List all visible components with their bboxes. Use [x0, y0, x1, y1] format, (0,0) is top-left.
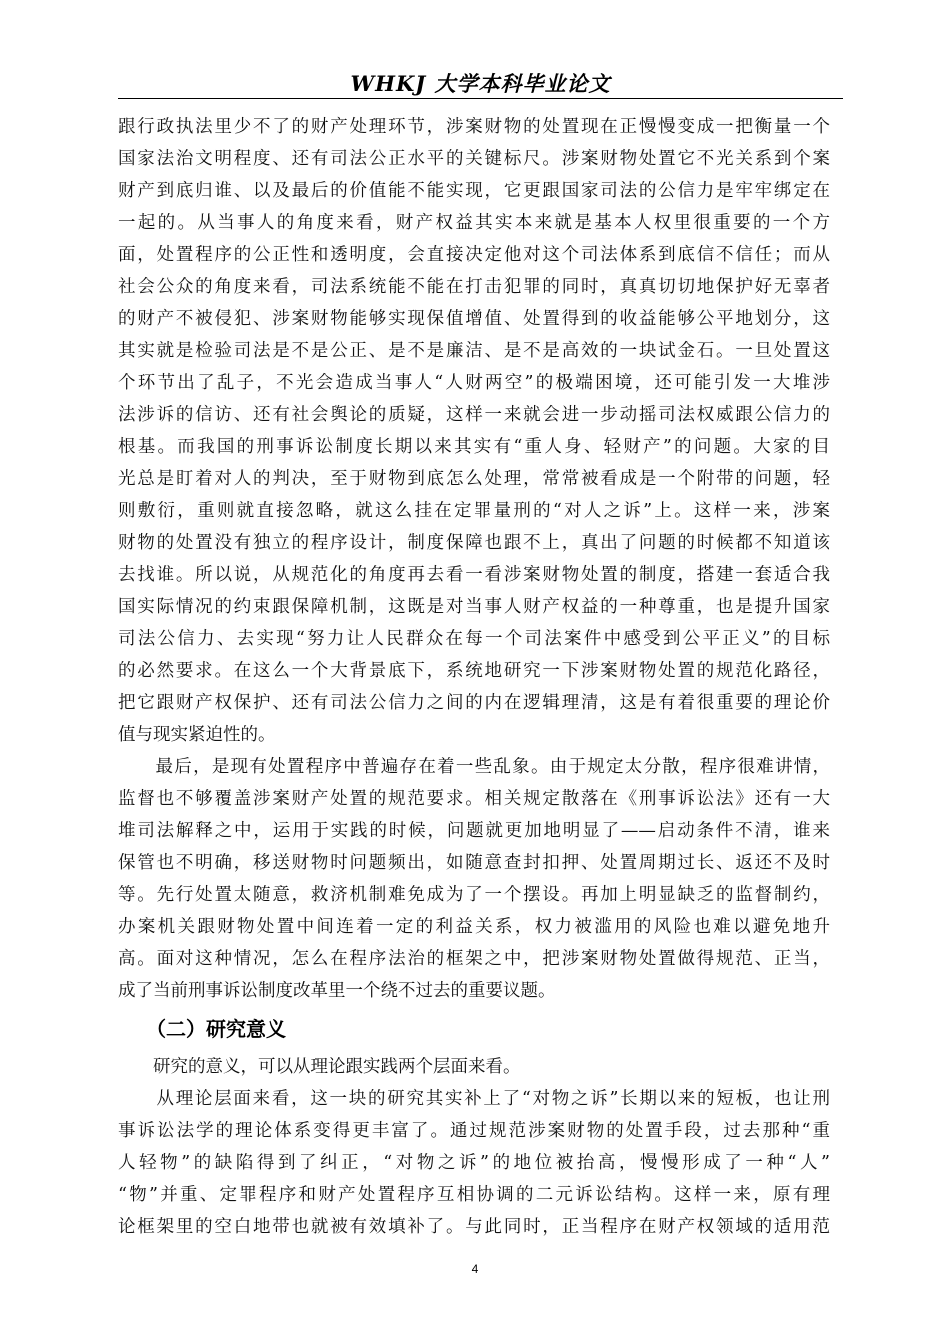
text-line: 研究的意义，可以从理论跟实践两个层面来看。 — [118, 1057, 521, 1077]
text-line: 社会公众的角度来看，司法系统能不能在打击犯罪的同时，真真切切地保护好无辜者 — [118, 277, 830, 297]
text-line: 把它跟财产权保护、还有司法公信力之间的内在逻辑理清，这是有着很重要的理论价 — [118, 693, 830, 713]
text-line: “物”并重、定罪程序和财产处置程序互相协调的二元诉讼结构。这样一来，原有理 — [118, 1185, 830, 1205]
text-line: 其实就是检验司法是不是公正、是不是廉洁、是不是高效的一块试金石。一旦处置这 — [118, 341, 830, 361]
text-line: 去找谁。所以说，从规范化的角度再去看一看涉案财物处置的制度，搭建一套适合我 — [118, 565, 830, 585]
text-line: 的必然要求。在这么一个大背景底下，系统地研究一下涉案财物处置的规范化路径， — [118, 661, 830, 681]
text-line: 事诉讼法学的理论体系变得更丰富了。通过规范涉案财物的处置手段，过去那种“重 — [118, 1121, 830, 1141]
header-divider — [118, 98, 843, 99]
paragraph-significance — [118, 1051, 830, 1243]
text-line: 高。面对这种情况，怎么在程序法治的框架之中，把涉案财物处置做得规范、正当， — [118, 949, 830, 969]
text-line: 财产到底归谁、以及最后的价值能不能实现，它更跟国家司法的公信力是牢牢绑定在 — [118, 181, 830, 201]
text-line: 值与现实紧迫性的。 — [118, 725, 276, 745]
paragraph-issues — [118, 751, 830, 1007]
text-line: 跟行政执法里少不了的财产处理环节，涉案财物的处置现在正慢慢变成一把衡量一个 — [118, 117, 830, 137]
text-line: 则敷衍，重则就直接忽略，就这么挂在定罪量刑的“对人之诉”上。这样一来，涉案 — [118, 501, 830, 521]
text-line: 堆司法解释之中，运用于实践的时候，问题就更加地明显了——启动条件不清，谁来 — [118, 821, 830, 841]
text-line: 光总是盯着对人的判决，至于财物到底怎么处理，常常被看成是一个附带的问题，轻 — [118, 469, 830, 489]
text-line: 保管也不明确，移送财物时问题频出，如随意查封扣押、处置周期过长、返还不及时 — [118, 853, 830, 873]
page-number: 4 — [471, 1262, 479, 1276]
text-line: 财物的处置没有独立的程序设计，制度保障也跟不上，真出了问题的时候都不知道该 — [118, 533, 830, 553]
text-line: 司法公信力、去实现“努力让人民群众在每一个司法案件中感受到公平正义”的目标 — [118, 629, 830, 649]
text-line: 等。先行处置太随意，救济机制难免成为了一个摆设。再加上明显缺乏的监督制约， — [118, 885, 830, 905]
text-line: 根基。而我国的刑事诉讼制度长期以来其实有“重人身、轻财产”的问题。大家的目 — [118, 437, 830, 457]
text-line: 监督也不够覆盖涉案财产处置的规范要求。相关规定散落在《刑事诉讼法》还有一大 — [118, 789, 830, 809]
text-line: 成了当前刑事诉讼制度改革里一个绕不过去的重要议题。 — [118, 981, 556, 1001]
text-line: 面，处置程序的公正性和透明度，会直接决定他对这个司法体系到底信不信任；而从 — [118, 245, 830, 265]
text-line: 个环节出了乱子，不光会造成当事人“人财两空”的极端困境，还可能引发一大堆涉 — [118, 373, 830, 393]
text-line: 人轻物”的缺陷得到了纠正，“对物之诉”的地位被抬高，慢慢形成了一种“人” — [118, 1153, 830, 1173]
text-line: 最后，是现有处置程序中普遍存在着一些乱象。由于规定太分散，程序很难讲情， — [118, 757, 830, 777]
text-line: 国实际情况的约束跟保障机制，这既是对当事人财产权益的一种尊重，也是提升国家 — [118, 597, 830, 617]
text-line: 国家法治文明程度、还有司法公正水平的关键标尺。涉案财物处置它不光关系到个案 — [118, 149, 830, 169]
paragraph-background — [118, 111, 830, 751]
text-line: 的财产不被侵犯、涉案财物能够实现保值增值、处置得到的收益能够公平地划分，这 — [118, 309, 830, 329]
text-line: 一起的。从当事人的角度来看，财产权益其实本来就是基本人权里很重要的一个方 — [118, 213, 830, 233]
text-line: 办案机关跟财物处置中间连着一定的利益关系，权力被滥用的风险也难以避免地升 — [118, 917, 830, 937]
page-header-title: WHKJ 大学本科毕业论文 — [350, 71, 611, 96]
text-line: 论框架里的空白地带也就被有效填补了。与此同时，正当程序在财产权领域的适用范 — [118, 1217, 830, 1237]
text-line: 从理论层面来看，这一块的研究其实补上了“对物之诉”长期以来的短板，也让刑 — [118, 1089, 830, 1109]
body-text — [118, 111, 830, 1243]
text-line: 法涉诉的信访、还有社会舆论的质疑，这样一来就会进一步动摇司法权威跟公信力的 — [118, 405, 830, 425]
section-heading: （二）研究意义 — [146, 1017, 286, 1041]
